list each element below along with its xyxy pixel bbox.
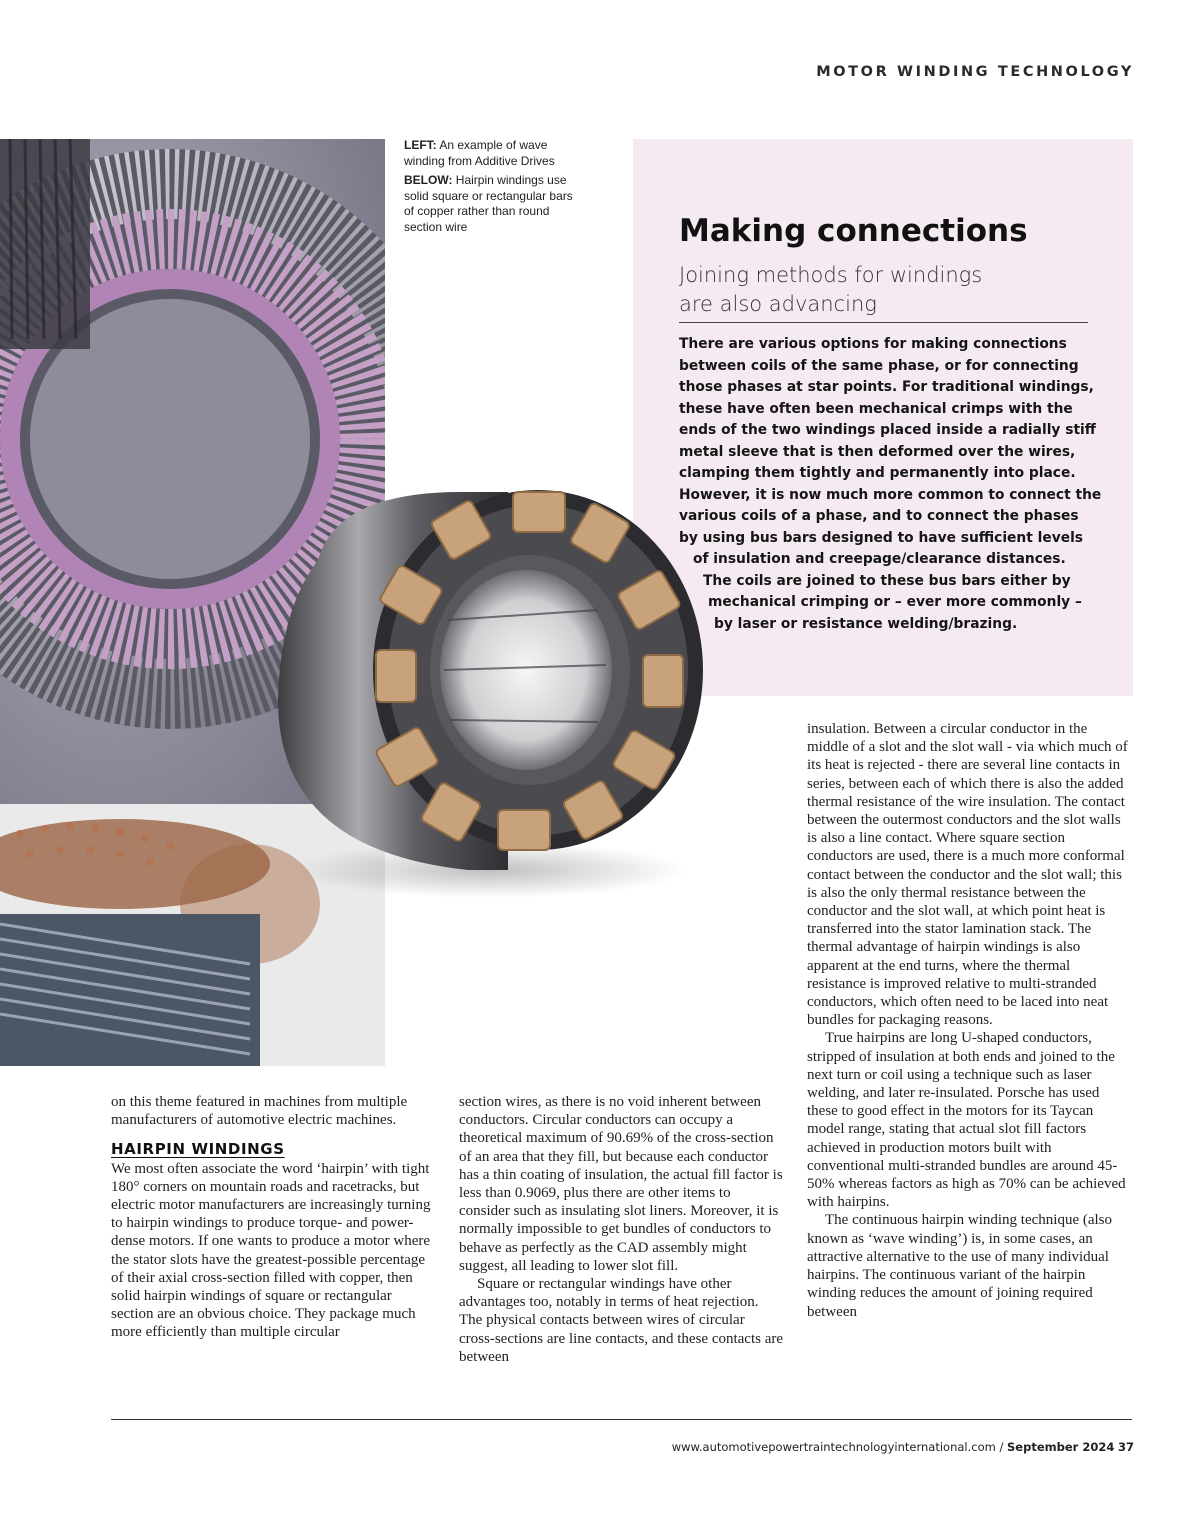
sidebar-line: of insulation and creepage/clearance distances.: [693, 551, 1066, 567]
stator-illustration: [258, 470, 718, 900]
sidebar-line: However, it is now much more common to connect the: [679, 486, 1102, 503]
article-paragraph: insulation. Between a circular conductor in the middle of a slot and the slot wall - via which much of its heat is rejected - there are several line contacts in series, between each of which there is also the added thermal resistance of the wire insulation. The contact between the outermost conductors and the slot walls is also a line contact. Where square section conductors are used, there is a much more conformal contact between the conductor and the slot wall; this is also the only thermal resistance between the conductor and the slot wall, at which point heat is transferred into the stator lamination stack. The thermal advantage of hairpin windings is also apparent at the end turns, where the thermal resistance is improved relative to multi-stranded conductors, which often need to be laced into neat bundles for packaging reasons.: [807, 721, 1128, 1029]
article-paragraph: We most often associate the word ‘hairpin’ with tight 180° corners on mountain roads and racetracks, but electric motor manufacturers are increasingly turning to hairpin windings to produce torque- and power-dense motors. If one wants to produce a motor where the stator slots have the greatest-possible percentage of their axial cross-section filled with copper, then solid hairpin windings of square or rectangular section are an obvious choice. They package much more efficiently than multiple circular: [111, 1160, 431, 1341]
sidebar-line: between coils of the same phase, or for connecting: [679, 357, 1079, 374]
sidebar-line: by laser or resistance welding/brazing.: [714, 615, 1018, 632]
caption-left: [404, 138, 574, 169]
sidebar-line: mechanical crimping or – ever more commonly –: [708, 594, 1082, 610]
sidebar-divider: [679, 322, 1088, 323]
page-number: 37: [1117, 1440, 1134, 1454]
sidebar-line: metal sleeve that is then deformed over the wires,: [679, 443, 1076, 460]
caption-below-label: BELOW:: [404, 173, 453, 187]
footer-url: www.automotivepowertraintechnologyinternational.com /: [671, 1440, 1004, 1454]
article-paragraph: Square or rectangular windings have other advantages too, notably in terms of heat rejection. The physical contacts between wires of circular cross-sections are line contacts, and these contacts are between: [459, 1276, 784, 1365]
caption-below: [404, 173, 574, 235]
caption-left-label: LEFT:: [404, 138, 437, 152]
sidebar-title: Making connections: [679, 213, 1028, 249]
sidebar-line: those phases at star points. For traditional windings,: [679, 379, 1094, 395]
sidebar-subtitle: Joining methods for windings are also advancing: [679, 263, 983, 316]
article-paragraph: section wires, as there is no void inherent between conductors. Circular conductors can occupy a theoretical maximum of 90.69% of the cross-section of an area that they fill, but because each conductor has a thin coating of insulation, the actual fill factor is less than 0.9069, plus there are other items to consider such as insulating slot liners. Moreover, it is normally impossible to get bundles of conductors to behave as perfectly as the CAD assembly might suggest, all leading to lower slot fill.: [459, 1094, 783, 1274]
stator-photo: [258, 470, 718, 900]
sidebar-line: ends of the two windings placed inside a radially stiff: [679, 422, 1096, 438]
footer-date: September 2024: [1007, 1440, 1115, 1454]
sidebar-line: The coils are joined to these bus bars either by: [703, 572, 1071, 589]
sidebar-line: by using bus bars designed to have sufficient levels: [679, 529, 1084, 546]
caption-below-text: Hairpin windings use solid square or rectangular bars of copper rather than round section wire: [404, 173, 573, 234]
sidebar-body: [679, 334, 1102, 635]
caption-left-text: An example of wave winding from Additive Drives: [404, 138, 555, 168]
sidebar-line: clamping them tightly and permanently into place.: [679, 465, 1076, 481]
article-paragraph: on this theme featured in machines from multiple manufacturers of automotive electric machines.: [111, 1094, 408, 1129]
article-paragraph: True hairpins are long U-shaped conductors, stripped of insulation at both ends and joined to the next turn or coil using a technique such as laser welding, and later re-insulated. Porsche has used these to good effect in the motors for its Taycan model range, stating that actual slot fill factors achieved in production motors built with conventional multi-stranded bundles are around 45-50% whereas factors as high as 70% can be achieved with hairpins.: [807, 1030, 1126, 1211]
article-column-3: [807, 720, 1132, 1321]
page-footer: [672, 1440, 1134, 1454]
sidebar-line: There are various options for making connections: [679, 336, 1067, 352]
subhead-hairpin-windings: HAIRPIN WINDINGS: [111, 1140, 285, 1159]
article-paragraph: The continuous hairpin winding technique (also known as ‘wave winding’) is, in some cases, an attractive alternative to the use of many individual hairpins. The continuous variant of the hairpin winding reduces the amount of joining required between: [807, 1212, 1113, 1320]
article-column-1: [111, 1093, 436, 1342]
article-column-2: [459, 1093, 784, 1366]
section-header: MOTOR WINDING TECHNOLOGY: [816, 64, 1134, 80]
photo-captions: [404, 138, 574, 239]
sidebar-line: various coils of a phase, and to connect the phases: [679, 508, 1079, 524]
sidebar-line: these have often been mechanical crimps with the: [679, 400, 1073, 417]
footer-divider: [111, 1419, 1132, 1420]
